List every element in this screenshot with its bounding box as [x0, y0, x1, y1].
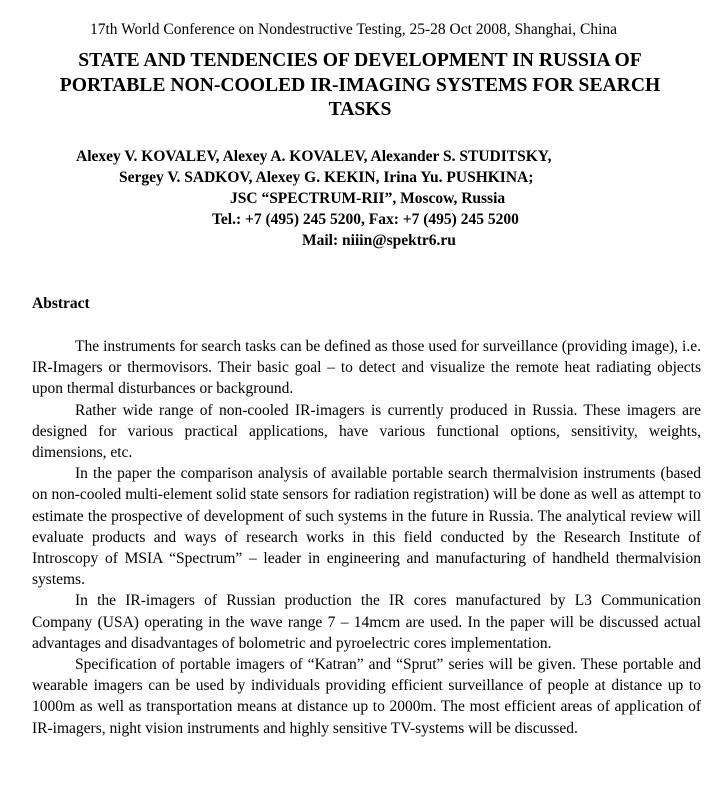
abstract-paragraph-3: In the paper the comparison analysis of available portable search thermalvision instruments (based on non-cooled multi-element solid state sensors for radiation registration) will be done as well as attempt to estimate the prospective of development of such systems in the future in Russia. The analytical review will evaluate products and ways of research works in this field conducted by the Research Institute of Introscopy of MSIA “Spectrum” – leader in engineering and manufacturing of handheld thermalvision systems.: [32, 465, 701, 589]
author-phone: Tel.: +7 (495) 245 5200, Fax: +7 (495) 245 5200: [212, 211, 519, 228]
abstract-paragraph-5: Specification of portable imagers of “Katran” and “Sprut” series will be given. These portable and wearable imagers can be used by individuals providing efficient surveillance of people at distance up to 1000m as well as transportation means at distance up to 2000m. The most efficient areas of application of IR-imagers, night vision instruments and highly sensitive TV-systems will be discussed.: [32, 656, 701, 737]
paper-title: [20, 49, 700, 123]
title-line-2: PORTABLE NON-COOLED IR-IMAGING SYSTEMS FOR SEARCH: [59, 74, 661, 96]
abstract-paragraph-1: The instruments for search tasks can be defined as those used for surveillance (providing image), i.e. IR-Imagers or thermovisors. Their basic goal – to detect and visualize the remote heat radiating objects upon thermal disturbances or background.: [32, 338, 701, 398]
author-mail: Mail: niiin@spektr6.ru: [302, 232, 456, 249]
title-line-3: TASKS: [328, 99, 392, 120]
conference-header: 17th World Conference on Nondestructive Testing, 25-28 Oct 2008, Shanghai, China: [89, 21, 617, 38]
title-line-1: STATE AND TENDENCIES OF DEVELOPMENT IN RUSSIA OF: [78, 50, 642, 71]
author-affiliation: JSC “SPECTRUM-RII”, Moscow, Russia: [230, 190, 506, 207]
abstract-paragraph-2: Rather wide range of non-cooled IR-imagers is currently produced in Russia. These imagers are designed for various practical applications, have various functional options, sensitivity, weights, dimensions, etc.: [32, 401, 701, 462]
abstract-paragraph-4: In the IR-imagers of Russian production the IR cores manufactured by L3 Communication Company (USA) operating in the wave range 7 – 14mcm are used. In the paper will be discussed actual advantages and disadvantages of bolometric and pyroelectric cores implementation.: [32, 592, 701, 652]
abstract-heading: Abstract: [32, 295, 90, 312]
abstract-body: [32, 336, 701, 739]
author-line-1: Alexey V. KOVALEV, Alexey A. KOVALEV, Alexander S. STUDITSKY,: [76, 148, 552, 165]
author-line-2: Sergey V. SADKOV, Alexey G. KEKIN, Irina Yu. PUSHKINA;: [119, 169, 534, 186]
